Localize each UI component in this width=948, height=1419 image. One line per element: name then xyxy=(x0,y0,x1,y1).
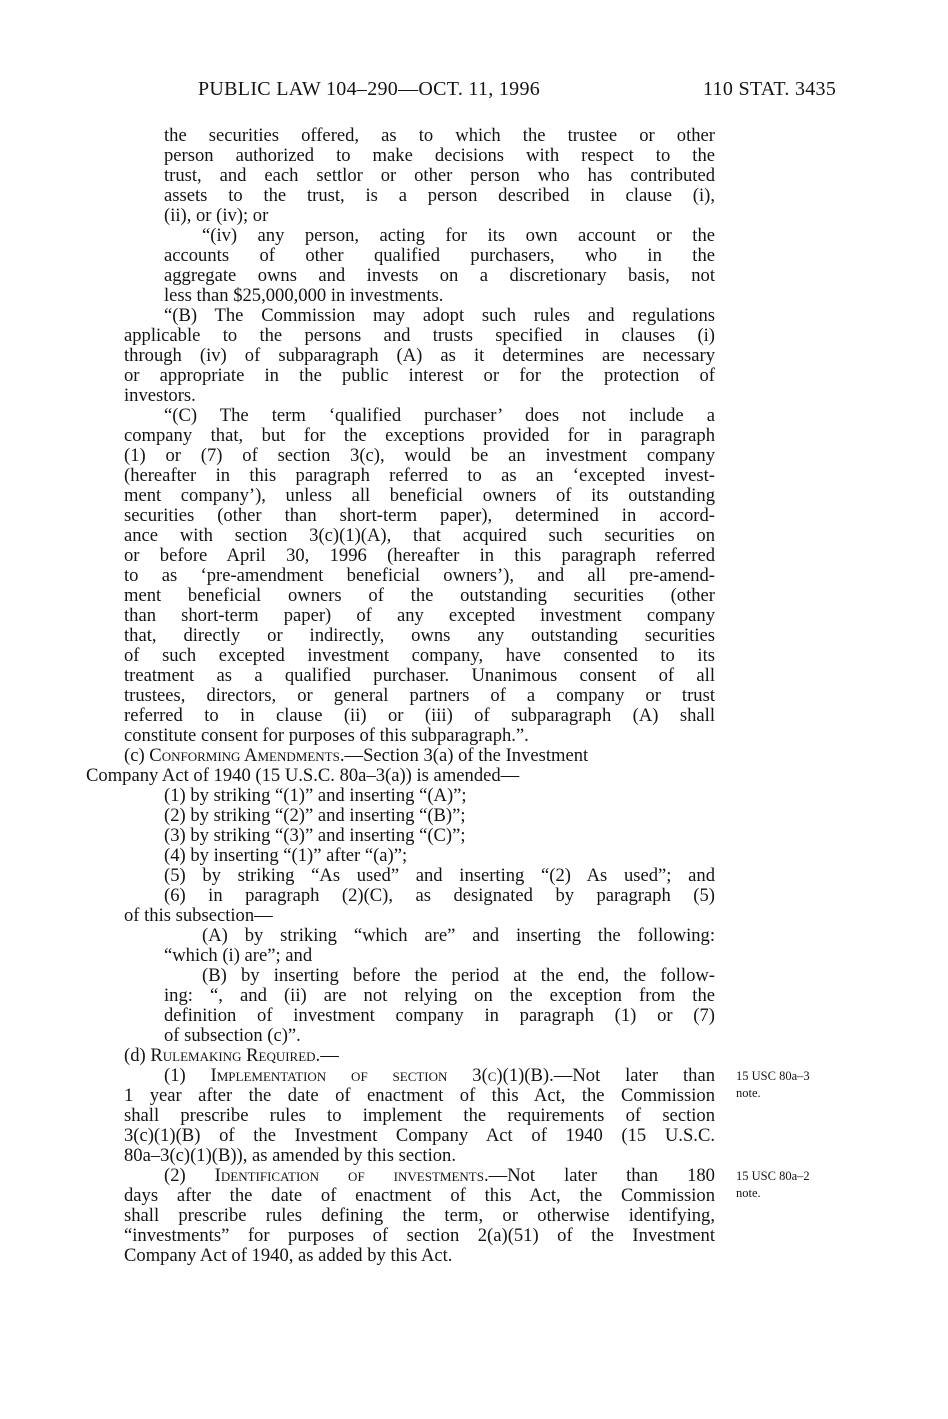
subsection-label: (d) xyxy=(124,1045,151,1066)
text-line: the securities offered, as to which the trustee or other xyxy=(164,125,715,146)
text-line: (2) by striking “(2)” and inserting “(B)”; xyxy=(164,805,466,826)
public-law-citation: PUBLIC LAW 104–290—OCT. 11, 1996 xyxy=(198,78,541,100)
text-line: assets to the trust, is a person described in clause (i), xyxy=(164,185,715,206)
text-line: ing: “, and (ii) are not relying on the exception from the xyxy=(164,985,715,1006)
margin-note-usc-80a-2 xyxy=(736,1168,810,1202)
text-line: Company Act of 1940, as added by this Act. xyxy=(124,1245,453,1266)
margin-note-label: note. xyxy=(736,1086,761,1100)
text-line: (hereafter in this paragraph referred to as an ‘excepted invest- xyxy=(124,465,715,486)
text-line: —Not later than 180 xyxy=(488,1165,715,1186)
text-line: (4) by inserting “(1)” after “(a)”; xyxy=(164,845,408,866)
text-line: “(iv) any person, acting for its own account or the xyxy=(202,225,715,246)
text-line: of subsection (c)”. xyxy=(164,1025,301,1046)
text-line: 1 year after the date of enactment of this Act, the Commission xyxy=(124,1085,715,1106)
text-line: definition of investment company in paragraph (1) or (7) xyxy=(164,1005,715,1026)
text-line: ance with section 3(c)(1)(A), that acquired such securities on xyxy=(124,525,715,546)
paragraph-2-heading-line xyxy=(164,1166,715,1186)
text-line: — xyxy=(320,1045,339,1066)
text-line: (B) by inserting before the period at the end, the follow- xyxy=(202,965,715,986)
text-line: 3(c)(1)(B) of the Investment Company Act of 1940 (15 U.S.C. xyxy=(124,1125,715,1146)
text-line: —Section 3(a) of the Investment xyxy=(344,745,589,766)
text-line: (3) by striking “(3)” and inserting “(C)”; xyxy=(164,825,466,846)
text-line: company that, but for the exceptions provided for in paragraph xyxy=(124,425,715,446)
text-line: days after the date of enactment of this Act, the Commission xyxy=(124,1185,715,1206)
text-line: (5) by striking “As used” and inserting “(2) As used”; and xyxy=(164,865,715,886)
text-line: (6) in paragraph (2)(C), as designated by paragraph (5) xyxy=(164,885,715,906)
paragraph-heading: Implementation of section 3(c)(1)(B). xyxy=(210,1065,554,1086)
text-line: “(C) The term ‘qualified purchaser’ does not include a xyxy=(164,405,715,426)
text-line: securities (other than short-term paper), determined in accord- xyxy=(124,505,715,526)
text-line: shall prescribe rules defining the term, or otherwise identifying, xyxy=(124,1205,715,1226)
subsection-d-heading-line xyxy=(124,1046,339,1066)
text-line: (1) by striking “(1)” and inserting “(A)”; xyxy=(164,785,467,806)
paragraph-label: (2) xyxy=(164,1165,215,1186)
text-line: through (iv) of subparagraph (A) as it determines are necessary xyxy=(124,345,715,366)
paragraph-label: (1) xyxy=(164,1065,211,1086)
paragraph-heading: Identification of investments. xyxy=(214,1165,489,1186)
text-line: to as ‘pre-amendment beneficial owners’), and all pre-amend- xyxy=(124,565,715,586)
subsection-label: (c) xyxy=(124,745,150,766)
subsection-heading: Conforming Amendments. xyxy=(149,745,345,766)
text-line: shall prescribe rules to implement the requirements of section xyxy=(124,1105,715,1126)
text-line: or before April 30, 1996 (hereafter in this paragraph referred xyxy=(124,545,715,566)
text-line: of such excepted investment company, have consented to its xyxy=(124,645,715,666)
text-line: Company Act of 1940 (15 U.S.C. 80a–3(a)) is amended— xyxy=(86,765,520,786)
margin-note-citation: 15 USC 80a–2 xyxy=(736,1169,810,1183)
text-line: ment company’), unless all beneficial owners of its outstanding xyxy=(124,485,715,506)
subsection-heading: Rulemaking Required. xyxy=(150,1045,321,1066)
text-line: ment beneficial owners of the outstanding securities (other xyxy=(124,585,715,606)
text-line: (1) or (7) of section 3(c), would be an investment company xyxy=(124,445,715,466)
text-line: —Not later than xyxy=(553,1065,715,1086)
text-line: accounts of other qualified purchasers, who in the xyxy=(164,245,715,266)
margin-note-usc-80a-3 xyxy=(736,1068,810,1102)
text-line: “which (i) are”; and xyxy=(164,945,313,966)
text-line: treatment as a qualified purchaser. Unanimous consent of all xyxy=(124,665,715,686)
text-line: trustees, directors, or general partners of a company or trust xyxy=(124,685,715,706)
text-line: aggregate owns and invests on a discretionary basis, not xyxy=(164,265,715,286)
text-line: 80a–3(c)(1)(B)), as amended by this section. xyxy=(124,1145,457,1166)
text-line: “(B) The Commission may adopt such rules and regulations xyxy=(164,305,715,326)
text-line: of this subsection— xyxy=(124,905,273,926)
page-header xyxy=(0,74,948,104)
margin-note-citation: 15 USC 80a–3 xyxy=(736,1069,810,1083)
subsection-c-heading-line xyxy=(124,746,588,766)
text-line: constitute consent for purposes of this subparagraph.”. xyxy=(124,725,529,746)
statute-page-number: 110 STAT. 3435 xyxy=(703,78,837,100)
text-line: person authorized to make decisions with respect to the xyxy=(164,145,715,166)
text-line: (A) by striking “which are” and inserting the following: xyxy=(202,925,715,946)
text-line: or appropriate in the public interest or for the protection of xyxy=(124,365,715,386)
text-line: less than $25,000,000 in investments. xyxy=(164,285,444,306)
text-line: applicable to the persons and trusts specified in clauses (i) xyxy=(124,325,715,346)
text-line: investors. xyxy=(124,385,196,406)
text-line: trust, and each settlor or other person who has contributed xyxy=(164,165,715,186)
text-line: (ii), or (iv); or xyxy=(164,205,269,226)
margin-note-label: note. xyxy=(736,1186,761,1200)
text-line: that, directly or indirectly, owns any outstanding securities xyxy=(124,625,715,646)
text-line: “investments” for purposes of section 2(a)(51) of the Investment xyxy=(124,1225,715,1246)
text-line: referred to in clause (ii) or (iii) of subparagraph (A) shall xyxy=(124,705,715,726)
text-line: than short-term paper) of any excepted investment company xyxy=(124,605,715,626)
paragraph-1-heading-line xyxy=(164,1066,715,1086)
